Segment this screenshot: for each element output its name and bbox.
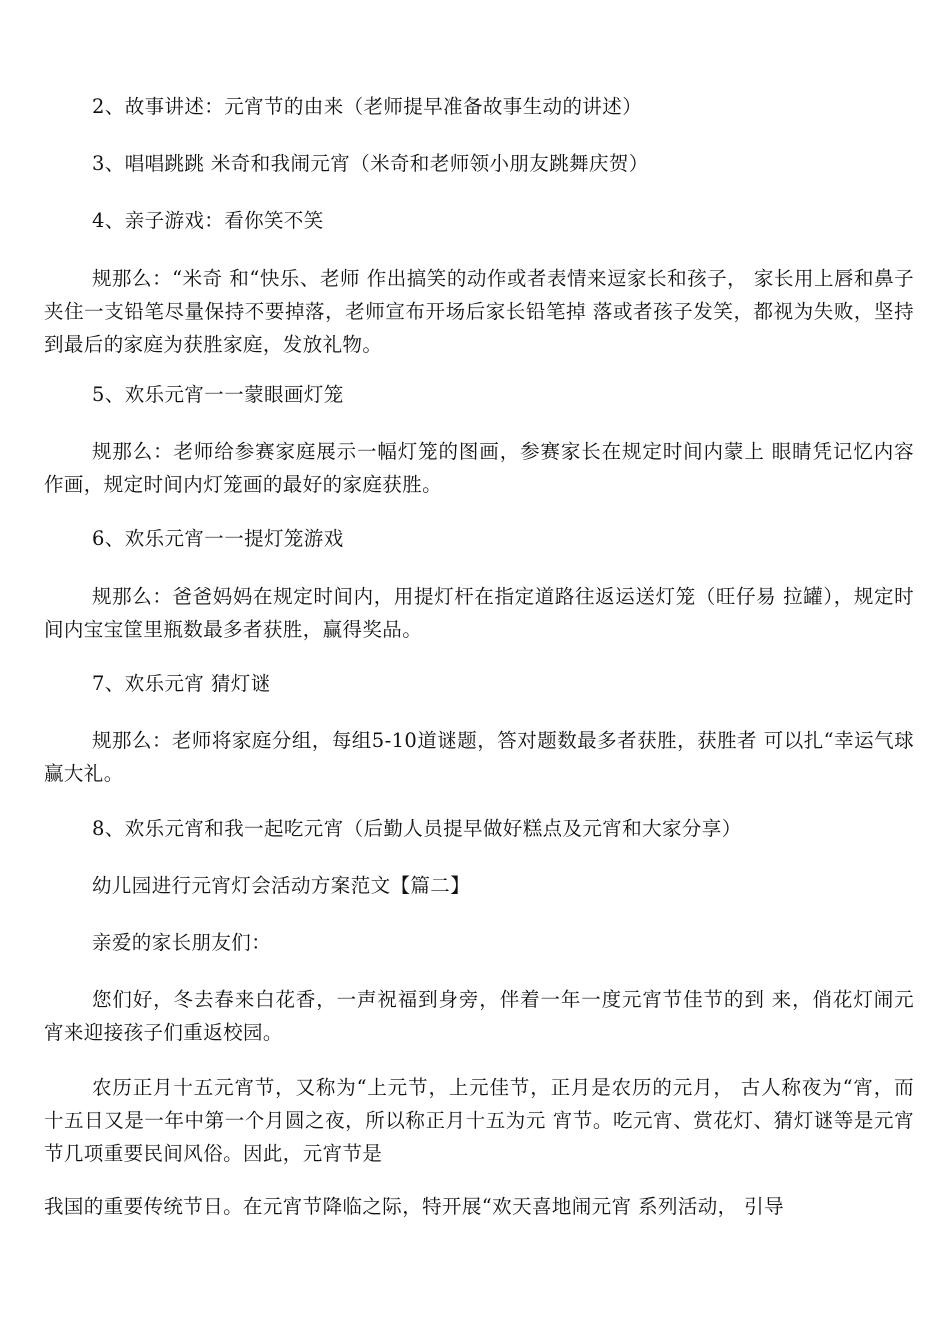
list-item-parent-child-game: 4、亲子游戏：看你笑不笑 xyxy=(92,209,324,232)
section-heading: 幼儿园进行元宵灯会活动方案范文【篇二】 xyxy=(92,874,471,897)
rule-paragraph-laugh-game: 规那么：“米奇 和“快乐、老师 作出搞笑的动作或者表情来逗家长和孩子， 家长用上唇和鼻子夹住一支铅笔尽量保持不要掉落，老师宣布开场后家长铅笔掉 落或者孩子发笑，都视为失败，坚持到最后的家庭为获胜家庭，发放礼物。 xyxy=(44,267,914,356)
list-item-blindfold-drawing: 5、欢乐元宵一一蒙眼画灯笼 xyxy=(92,383,344,406)
rule-paragraph-riddles: 规那么：老师将家庭分组，每组5-10道谜题，答对题数最多者获胜，获胜者 可以扎“幸运气球 赢大礼。 xyxy=(44,729,921,785)
list-item-riddles: 7、欢乐元宵 猜灯谜 xyxy=(92,672,271,695)
list-item-eat-yuanxiao: 8、欢乐元宵和我一起吃元宵（后勤人员提早做好糕点及元宵和大家分享） xyxy=(92,817,742,840)
list-item-story: 2、故事讲述：元宵节的由来（老师提早准备故事生动的讲述） xyxy=(92,95,643,118)
salutation: 亲爱的家长朋友们： xyxy=(92,931,272,954)
body-paragraph-greeting: 您们好，冬去春来白花香，一声祝福到身旁，伴着一年一度元宵节佳节的到 来，俏花灯闹元宵来迎接孩子们重返校园。 xyxy=(44,988,914,1044)
list-item-lantern-game: 6、欢乐元宵一一提灯笼游戏 xyxy=(92,527,344,550)
rule-paragraph-drawing: 规那么：老师给参赛家庭展示一幅灯笼的图画，参赛家长在规定时间内蒙上 眼睛凭记忆内容作画，规定时间内灯笼画的最好的家庭获胜。 xyxy=(44,440,914,496)
body-paragraph-continuation: 我国的重要传统节日。在元宵节降临之际，特开展“欢天喜地闹元宵 系列活动， 引导 xyxy=(44,1195,784,1218)
body-paragraph-festival-intro: 农历正月十五元宵节，又称为“上元节，上元佳节，正月是农历的元月， 古人称夜为“宵，而十五日又是一年中第一个月圆之夜，所以称正月十五为元 宵节。吃元宵、赏花灯、猜灯谜等是元宵节几项重要民间风俗。因此，元宵节是 xyxy=(44,1076,914,1165)
rule-paragraph-lantern: 规那么：爸爸妈妈在规定时间内，用提灯杆在指定道路往返运送灯笼（旺仔易 拉罐），规定时间内宝宝筐里瓶数最多者获胜，赢得奖品。 xyxy=(44,585,914,641)
list-item-dance: 3、唱唱跳跳 米奇和我闹元宵（米奇和老师领小朋友跳舞庆贺） xyxy=(92,152,649,175)
